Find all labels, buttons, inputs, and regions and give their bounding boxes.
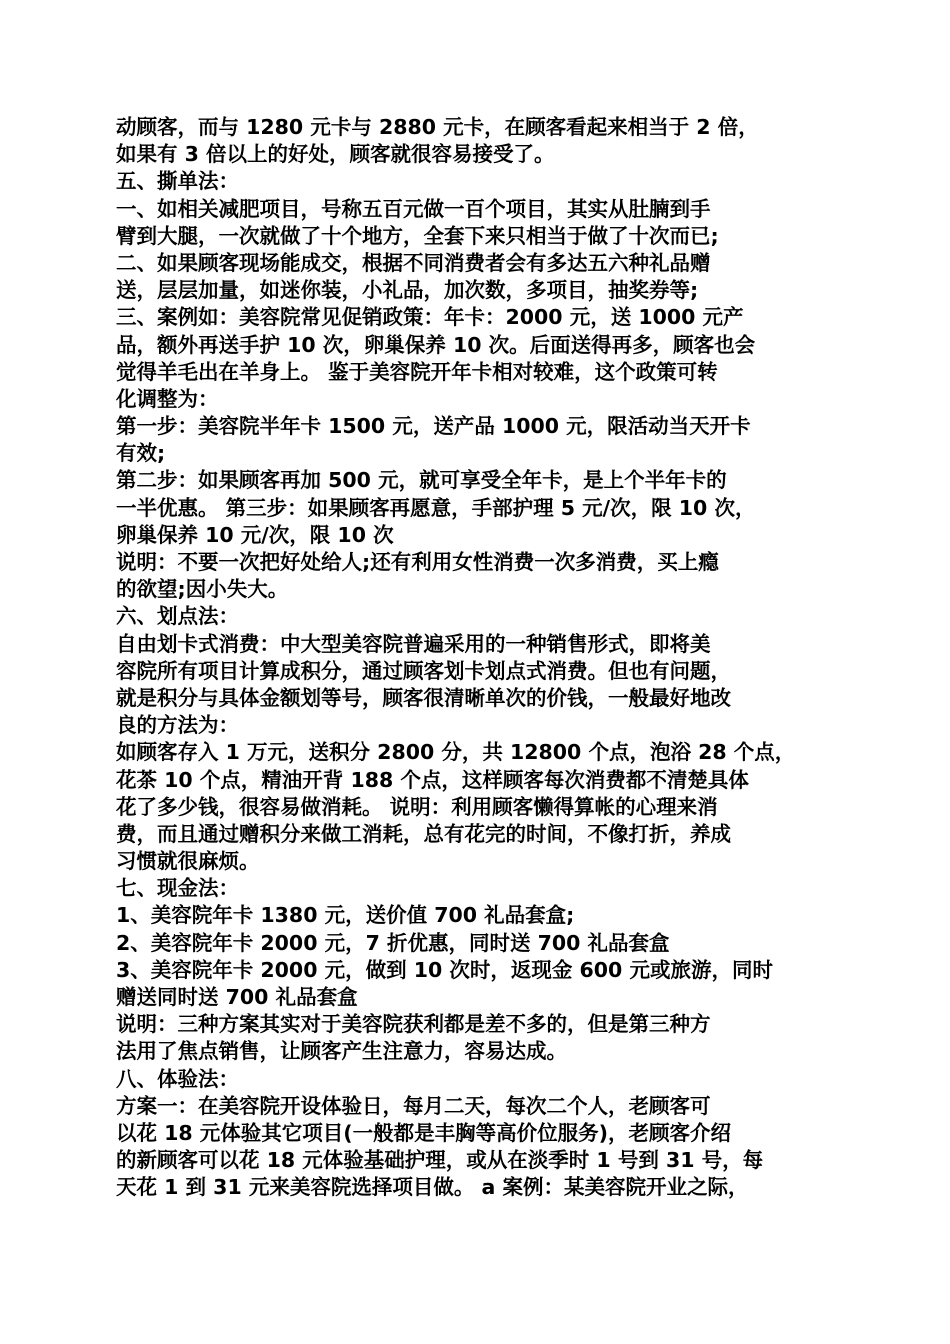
text-line: 的新顾客可以花 18 元体验基础护理，或从在淡季时 1 号到 31 号，每 xyxy=(116,1148,764,1173)
text-line: 臂到大腿，一次就做了十个地方，全套下来只相当于做了十次而已; xyxy=(116,223,719,248)
text-line: 天花 1 到 31 元来美容院选择项目做。 a 案例：某美容院开业之际， xyxy=(116,1175,749,1200)
text-line: 品，额外再送手护 10 次，卵巢保养 10 次。后面送得再多，顾客也会 xyxy=(116,332,756,357)
text-line: 方案一：在美容院开设体验日，每月二天，每次二个人，老顾客可 xyxy=(116,1093,711,1118)
text-line: 二、如果顾客现场能成交，根据不同消费者会有多达五六种礼品赠 xyxy=(116,250,711,275)
text-line: 觉得羊毛出在羊身上。 鉴于美容院开年卡相对较难，这个政策可转 xyxy=(116,359,718,384)
text-line: 动顾客，而与 1280 元卡与 2880 元卡，在顾客看起来相当于 2 倍， xyxy=(116,115,759,139)
text-line: 费，而且通过赠积分来做工消耗，总有花完的时间，不像打折，养成 xyxy=(116,821,731,846)
text-line: 六、划点法： xyxy=(116,604,239,629)
text-line: 3、美容院年卡 2000 元，做到 10 次时，返现金 600 元或旅游，同时 xyxy=(116,957,773,982)
text-line: 如顾客存入 1 万元，送积分 2800 分，共 12800 个点，泡浴 28 个点， xyxy=(116,740,796,765)
text-line: 花了多少钱，很容易做消耗。 说明：利用顾客懒得算帐的心理来消 xyxy=(116,794,718,819)
text-line: 八、体验法： xyxy=(116,1066,239,1091)
text-line: 有效; xyxy=(116,441,166,466)
text-line: 的欲望;因小失大。 xyxy=(116,577,289,602)
text-line: 七、现金法： xyxy=(116,876,239,901)
text-line: 卵巢保养 10 元/次，限 10 次 xyxy=(116,522,394,547)
text-line: 容院所有项目计算成积分，通过顾客划卡划点式消费。但也有问题， xyxy=(116,658,731,683)
text-line: 如果有 3 倍以上的好处，顾客就很容易接受了。 xyxy=(116,142,555,167)
text-line: 2、美容院年卡 2000 元，7 折优惠，同时送 700 礼品套盒 xyxy=(116,930,670,955)
text-line: 第二步：如果顾客再加 500 元，就可享受全年卡，是上个半年卡的 xyxy=(116,468,727,493)
text-line: 三、案例如：美容院常见促销政策：年卡：2000 元，送 1000 元产 xyxy=(116,305,744,330)
text-line: 赠送同时送 700 礼品套盒 xyxy=(116,985,358,1009)
text-line: 花茶 10 个点，精油开背 188 个点，这样顾客每次消费都不清楚具体 xyxy=(116,767,749,792)
text-line: 1、美容院年卡 1380 元，送价值 700 礼品套盒; xyxy=(116,903,575,928)
text-line: 送，层层加量，如迷你装，小礼品，加次数，多项目，抽奖券等; xyxy=(116,278,699,303)
text-line: 一、如相关减肥项目，号称五百元做一百个项目，其实从肚腩到手 xyxy=(116,196,711,221)
text-line: 就是积分与具体金额划等号，顾客很清晰单次的价钱，一般最好地改 xyxy=(116,685,731,710)
text-line: 自由划卡式消费：中大型美容院普遍采用的一种销售形式，即将美 xyxy=(116,631,711,656)
text-line: 第一步：美容院半年卡 1500 元，送产品 1000 元，限活动当天开卡 xyxy=(116,414,751,439)
text-line: 说明：三种方案其实对于美容院获利都是差不多的，但是第三种方 xyxy=(116,1012,711,1037)
text-line: 化调整为： xyxy=(116,386,219,411)
text-line: 以花 18 元体验其它项目(一般都是丰胸等高价位服务)，老顾客介绍 xyxy=(116,1120,732,1145)
text-line: 法用了焦点销售，让顾客产生注意力，容易达成。 xyxy=(116,1039,567,1064)
text-line: 五、撕单法： xyxy=(116,169,239,194)
text-line: 习惯就很麻烦。 xyxy=(116,849,260,874)
text-line: 良的方法为： xyxy=(116,713,239,738)
text-line: 一半优惠。 第三步：如果顾客再愿意，手部护理 5 元/次，限 10 次， xyxy=(116,495,756,520)
document-body xyxy=(116,114,836,1202)
text-line: 说明：不要一次把好处给人;还有利用女性消费一次多消费，买上瘾 xyxy=(116,550,719,574)
